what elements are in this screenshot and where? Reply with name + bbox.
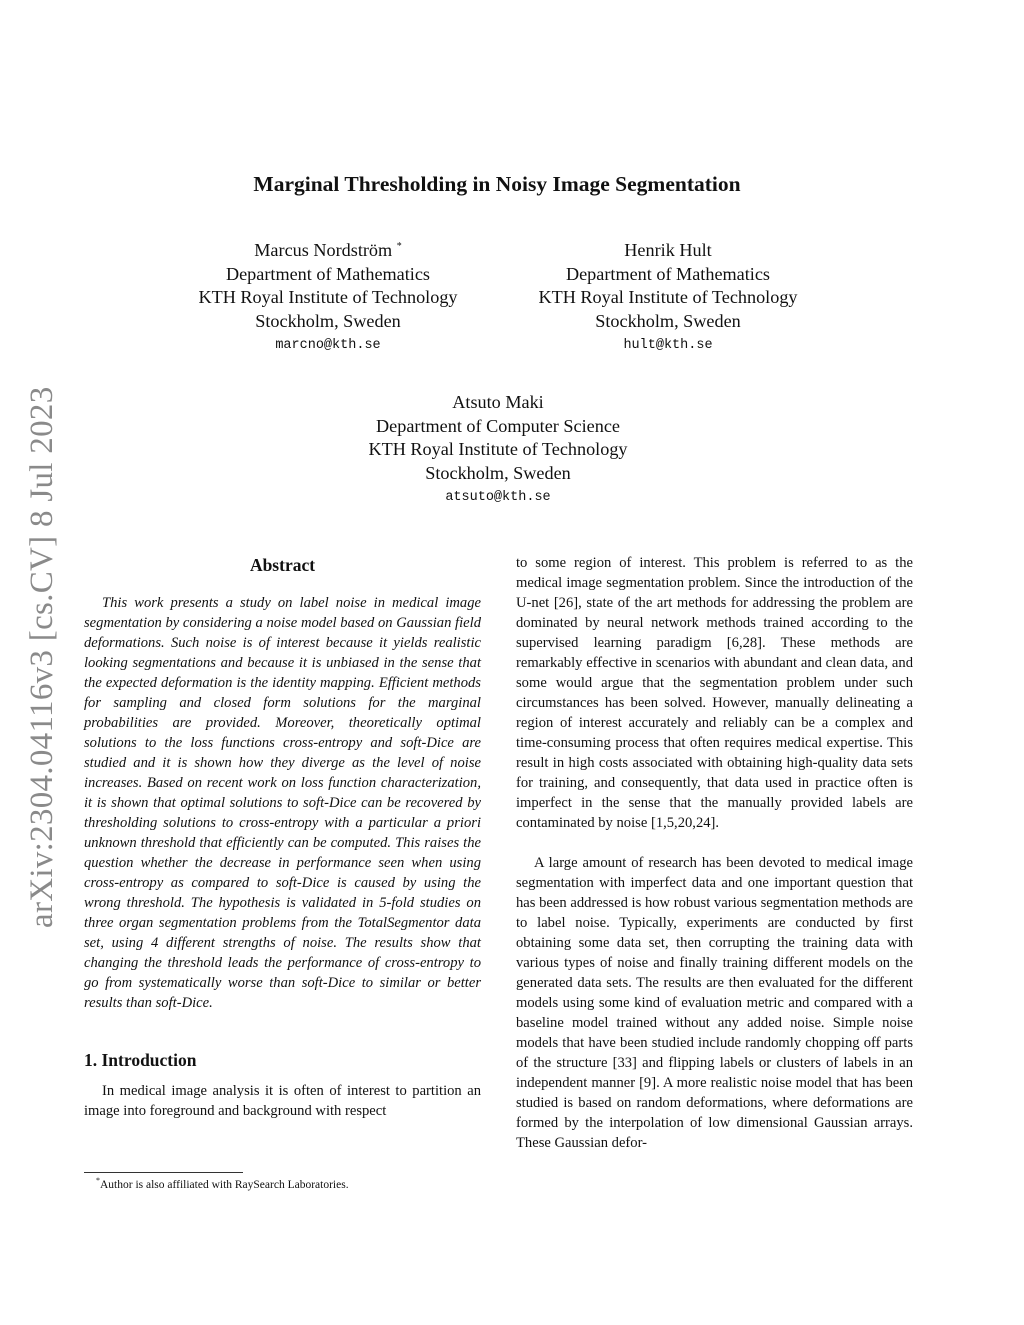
author-institution: KTH Royal Institute of Technology: [198, 287, 458, 308]
author-name: Henrik Hult: [624, 240, 712, 260]
abstract-text: This work presents a study on label noise in medical image segmentation by considering a noise model based on Gaussian field deformations. Such noise is of interest because it yields realistic looking segmentations and because it is unbiased in the sense that the expected deformation is the identity mapping. Efficient methods for sampling and closed form solutions for the marginal probabilities are provided. Moreover, theoretically optimal solutions to the loss functions cross-entropy and soft-Dice are studied and it is shown how they diverge as the level of noise increases. Based on recent work on loss function characterization, it is shown that optimal solutions to soft-Dice can be recovered by thresholding solutions to cross-entropy with a particular a priori unknown threshold that efficiently can be computed. This raises the question whether the decrease in performance seen when using cross-entropy as compared to soft-Dice is caused by using the wrong threshold. The hypothesis is validated in 5-fold studies on three organ segmentation problems from the TotalSegmentor data set, using 4 different strengths of noise. The results show that changing the threshold leads the performance of cross-entropy to go from systematically worse than soft-Dice to similar or better results than soft-Dice.: [84, 595, 481, 1011]
left-column: [84, 553, 481, 1121]
author-location: Stockholm, Sweden: [255, 310, 401, 331]
abstract-heading: Abstract: [249, 555, 316, 575]
author-location: Stockholm, Sweden: [425, 462, 571, 483]
author-institution: KTH Royal Institute of Technology: [368, 439, 628, 460]
author-institution: KTH Royal Institute of Technology: [538, 287, 798, 308]
author-location: Stockholm, Sweden: [595, 310, 741, 331]
footnote-divider: [84, 1172, 243, 1173]
author-block-3: [348, 391, 648, 509]
author-department: Department of Mathematics: [565, 263, 771, 284]
footnote-mark: *: [96, 1176, 100, 1186]
author-block-2: [518, 239, 818, 357]
author-email[interactable]: marcno@kth.se: [275, 338, 381, 354]
right-column: [516, 553, 913, 1153]
arxiv-identifier-stamp: arXiv:2304.04116v3 [cs.CV] 8 Jul 2023: [24, 386, 60, 928]
introduction-heading: 1. Introduction: [84, 1050, 197, 1070]
author-name-row: [178, 239, 478, 263]
introduction-paragraph-start: In medical image analysis it is often of interest to partition an image into foreground and background with respect: [84, 1083, 481, 1119]
footnote: [84, 1177, 484, 1193]
author-footnote-mark: *: [396, 240, 402, 252]
introduction-paragraph-2: A large amount of research has been devoted to medical image segmentation with imperfect data and one important question that has been addressed is how robust various segmentation methods are to label noise. Typically, experiments are conducted by first obtaining some data set, then corrupting the training data with various types of noise and finally training different models on the generated data sets. The results are then evaluated for the different models using some kind of evaluation metric and compared with a baseline model trained without any added noise. Simple noise models that have been studied include randomly chopping off parts of the structure [33] and flipping labels or clusters of labels in an independent manner [9]. A more realistic noise model that has been studied is based on random deformations, where deformations are formed by the interpolation of low dimensional Gaussian arrays. These Gaussian defor-: [516, 855, 913, 1151]
author-name: Atsuto Maki: [452, 392, 544, 412]
paper-title: Marginal Thresholding in Noisy Image Segmentation: [253, 172, 741, 196]
introduction-paragraph-continued: to some region of interest. This problem is referred to as the medical image segmentation problem. Since the introduction of the U-net [26], state of the art methods for addressing the problem are dominated by neural network methods trained according to the supervised learning paradigm [6,28]. These methods are remarkably effective in scenarios with abundant and clean data, and some would argue that the segmentation problem under such circumstances has been solved. However, manually delineating a region of interest accurately and reliably can be a complex and time-consuming process that often requires medical expertise. This result in high costs associated with obtaining high-quality data sets for training, and consequently, that data used in practice often is imperfect in the sense that the manually provided labels are contaminated by noise [1,5,20,24].: [516, 555, 913, 831]
author-department: Department of Computer Science: [376, 415, 620, 436]
author-email[interactable]: atsuto@kth.se: [445, 490, 551, 506]
footnote-text: Author is also affiliated with RaySearch Laboratories.: [100, 1179, 349, 1191]
author-block-1: [178, 239, 478, 357]
author-email[interactable]: hult@kth.se: [623, 338, 713, 354]
author-name: Marcus Nordström: [254, 240, 393, 260]
author-department: Department of Mathematics: [225, 263, 431, 284]
